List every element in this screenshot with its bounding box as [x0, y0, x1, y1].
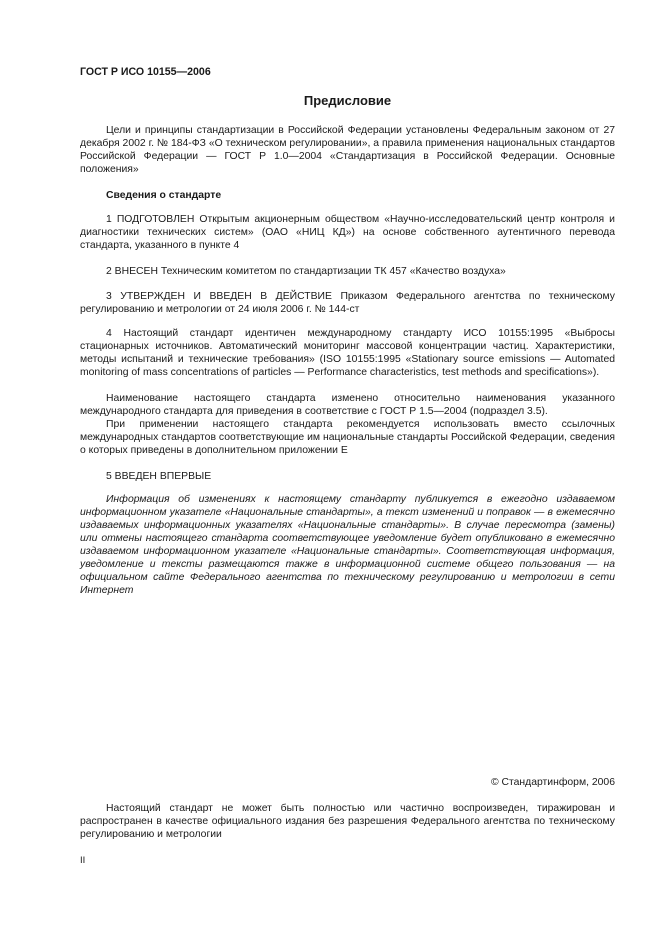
item-2-paragraph: 2 ВНЕСЕН Техническим комитетом по стандартизации ТК 457 «Качество воздуха» — [106, 266, 506, 277]
item-4-naming-paragraph: Наименование настоящего стандарта изменено относительно наименования указанного международного стандарта для приведения в соответствие с ГОСТ Р 1.5—2004 (подраздел 3.5). — [80, 393, 615, 417]
item-4-references-paragraph: При применении настоящего стандарта рекомендуется использовать вместо ссылочных международных стандартов соответствующие им национальные стандарты Российской Федерации, сведения о которых приведены в дополнительном приложении Е — [80, 419, 615, 456]
item-1-paragraph: 1 ПОДГОТОВЛЕН Открытым акционерным обществом «Научно-исследовательский центр контроля и диагностики технических систем» (ОАО «НИЦ КД») на основе собственного аутентичного перевода стандарта, указанного в пункте 4 — [80, 214, 615, 251]
section-heading: Сведения о стандарте — [106, 190, 222, 201]
reproduction-notice: Настоящий стандарт не может быть полностью или частично воспроизведен, тиражирован и распространен в качестве официального издания без разрешения Федерального агентства по техническому регулированию и метрологии — [80, 803, 615, 840]
document-header: ГОСТ Р ИСО 10155—2006 — [80, 66, 211, 78]
page-number: II — [80, 855, 86, 866]
intro-paragraph: Цели и принципы стандартизации в Российской Федерации установлены Федеральным законом от 27 декабря 2002 г. № 184-ФЗ «О техническом регулировании», а правила применения национальных стандартов Российской Федерации — ГОСТ Р 1.0—2004 «Стандартизация в Российской Федерации. Основные положения» — [80, 125, 615, 175]
copyright-line: © Стандартинформ, 2006 — [490, 777, 615, 788]
information-notice: Информация об изменениях к настоящему стандарту публикуется в ежегодно издаваемом информационном указателе «Национальные стандарты», а текст изменений и поправок — в ежемесячно издаваемых информационных указателях «Национальные стандарты». В случае пересмотра (замены) или отмены настоящего стандарта соответствующее уведомление будет опубликовано в ежемесячно издаваемом информационном указателе «Национальные стандарты». Соответствующая информация, уведомление и тексты размещаются также в информационной системе общего пользования — на официальном сайте Федерального агентства по техническому регулированию и метрологии в сети Интернет — [80, 494, 615, 596]
item-4-paragraph: 4 Настоящий стандарт идентичен международному стандарту ИСО 10155:1995 «Выбросы стационарных источников. Автоматический мониторинг массовой концентрации частиц. Характеристики, методы испытаний и технические требования» (ISO 10155:1995 «Stationary source emissions — Automated monitoring of mass concentrations of particles — Performance characteristics, test methods and specifications»). — [80, 328, 615, 378]
item-5-paragraph: 5 ВВЕДЕН ВПЕРВЫЕ — [106, 471, 212, 482]
item-3-paragraph: 3 УТВЕРЖДЕН И ВВЕДЕН В ДЕЙСТВИЕ Приказом Федерального агентства по техническому регулированию и метрологии от 24 июля 2006 г. № 144-ст — [80, 291, 615, 315]
page-title: Предисловие — [303, 93, 392, 108]
